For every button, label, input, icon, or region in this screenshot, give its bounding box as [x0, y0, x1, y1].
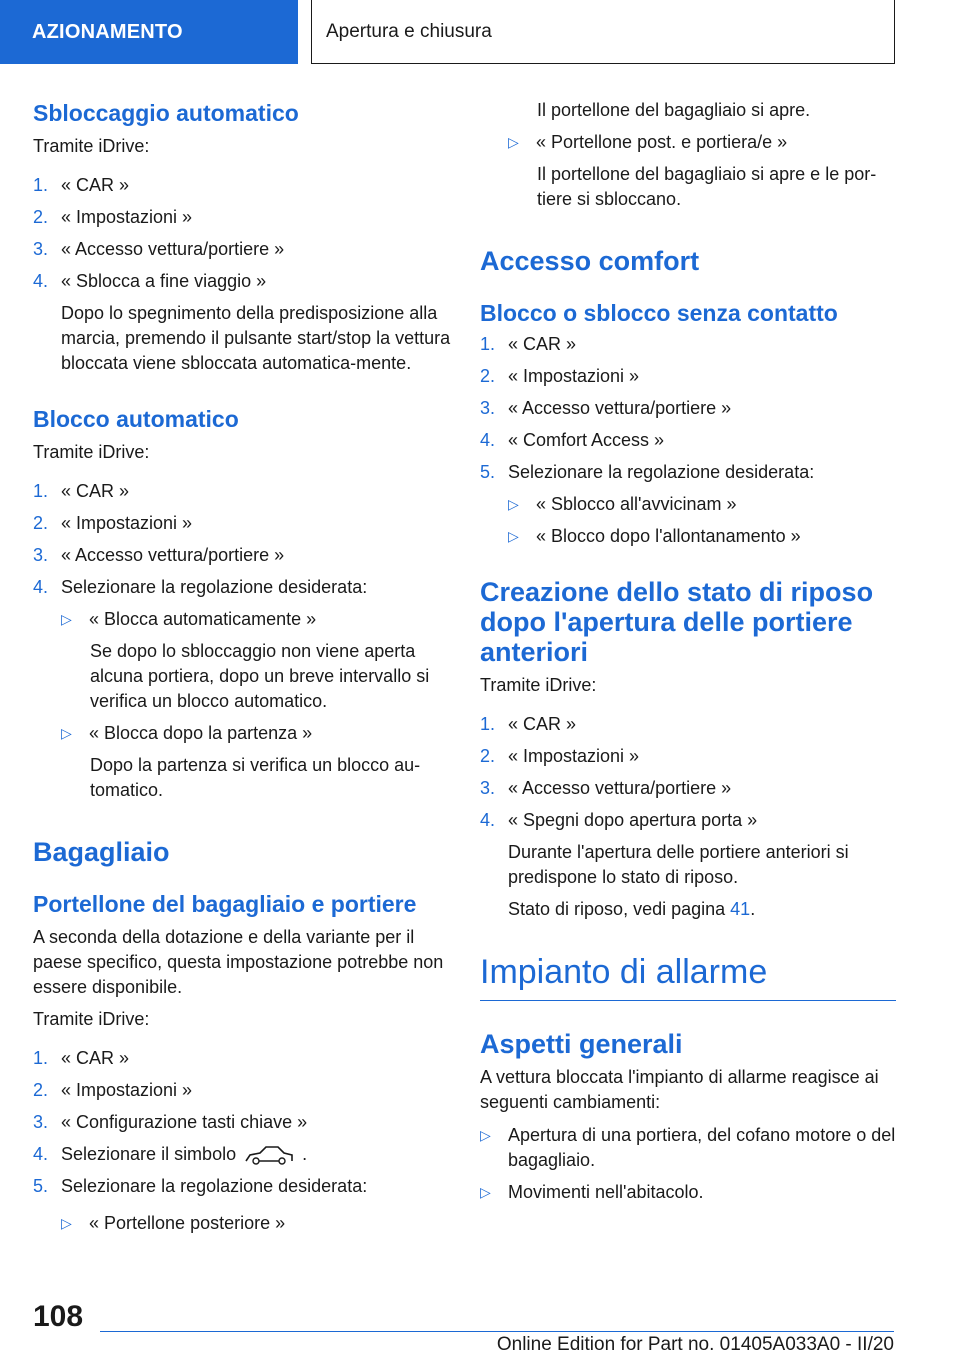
list-item: 5. Selezionare la regolazione desiderata:	[33, 1176, 368, 1196]
footer-rule	[100, 1331, 894, 1332]
heading-impianto-allarme: Impianto di allarme	[480, 953, 768, 991]
bullet-item: ▷ Apertura di una portiera, del cofano motore o del bagagliaio.	[480, 1123, 896, 1173]
list-item: 5. Selezionare la regolazione desiderata:	[480, 462, 815, 482]
option-item: ▷ « Portellone posteriore »	[33, 1211, 451, 1236]
list-item: 2. « Impostazioni »	[33, 207, 193, 227]
intro-text: Tramite iDrive:	[33, 442, 150, 462]
heading-sbloccaggio: Sbloccaggio automatico	[33, 100, 299, 126]
triangle-bullet-icon: ▷	[508, 528, 519, 544]
heading-bagagliaio: Bagagliaio	[33, 837, 170, 867]
subheading-aspetti: Aspetti generali	[480, 1029, 683, 1059]
list-item: 2. « Impostazioni »	[480, 746, 640, 766]
list-item: 3. « Accesso vettura/portiere »	[33, 545, 285, 565]
triangle-bullet-icon: ▷	[508, 134, 519, 150]
list-item: 2. « Impostazioni »	[33, 513, 193, 533]
paragraph: A seconda della dotazione e della variante per il paese specifico, questa impostazione potrebbe non essere disponibile.	[33, 927, 444, 997]
page-link[interactable]: 41	[730, 899, 751, 919]
step-note: Durante l'apertura delle portiere anteriori si predispone lo stato di riposo.	[508, 842, 849, 887]
list-item: 1. « CAR »	[33, 481, 130, 501]
intro-text: Tramite iDrive:	[33, 136, 150, 156]
option-note: Se dopo lo sbloccaggio non viene aperta alcuna portiera, dopo un breve intervallo si verifica un blocco automatico.	[90, 641, 430, 711]
triangle-bullet-icon: ▷	[480, 1127, 491, 1143]
option-item: ▷ « Portellone post. e portiera/e »	[480, 130, 896, 155]
list-item: 1. « CAR »	[33, 1048, 130, 1068]
triangle-bullet-icon: ▷	[480, 1184, 491, 1200]
option-note: Il portellone del bagagliaio si apre e le por-tiere si sbloccano.	[537, 164, 877, 209]
triangle-bullet-icon: ▷	[61, 1215, 72, 1231]
paragraph: A vettura bloccata l'impianto di allarme reagisce ai seguenti cambiamenti:	[480, 1067, 879, 1112]
car-tailgate-icon	[244, 1144, 294, 1166]
triangle-bullet-icon: ▷	[508, 496, 519, 512]
list-item: 1. « CAR »	[33, 175, 130, 195]
intro-text: Tramite iDrive:	[33, 1009, 150, 1029]
list-item: 4. Selezionare il simbolo .	[33, 1142, 451, 1167]
list-item: 4. « Sblocca a fine viaggio »	[33, 271, 267, 291]
list-item: 2. « Impostazioni »	[33, 1080, 193, 1100]
subheading-blocco-contatto: Blocco o sblocco senza contatto	[480, 300, 838, 326]
section-tab	[0, 0, 298, 64]
heading-rule	[480, 1000, 896, 1001]
list-item: 4. Selezionare la regolazione desiderata:	[33, 577, 368, 597]
list-item: 3. « Accesso vettura/portiere »	[480, 778, 732, 798]
subheading-portellone: Portellone del bagagliaio e portiere	[33, 891, 417, 917]
chapter-box	[311, 0, 895, 64]
list-item: 2. « Impostazioni »	[480, 366, 640, 386]
list-item: 3. « Configurazione tasti chiave »	[33, 1112, 308, 1132]
left-column	[33, 98, 451, 1236]
heading-accesso-comfort: Accesso comfort	[480, 246, 700, 276]
option-note: Il portellone del bagagliaio si apre.	[537, 100, 811, 120]
list-item: 3. « Accesso vettura/portiere »	[33, 239, 285, 259]
list-item: 1. « CAR »	[480, 714, 577, 734]
edition-text: Online Edition for Part no. 01405A033A0 - II/20	[496, 1334, 894, 1355]
step-note: Dopo lo spegnimento della predisposizione alla marcia, premendo il pulsante start/stop la vettura bloccata viene sbloccata automatica-mente.	[61, 303, 451, 373]
triangle-bullet-icon: ▷	[61, 611, 72, 627]
option-note: Dopo la partenza si verifica un blocco au-tomatico.	[90, 755, 421, 800]
list-item: 1. « CAR »	[480, 334, 577, 354]
right-column	[480, 98, 896, 1205]
option-item: ▷ « Blocco dopo l'allontanamento »	[480, 524, 896, 549]
page-reference: Stato di riposo, vedi pagina 41.	[508, 899, 756, 919]
option-item: ▷ « Sblocco all'avvicinam »	[480, 492, 896, 517]
list-item: 4. « Comfort Access »	[480, 430, 665, 450]
intro-text: Tramite iDrive:	[480, 675, 597, 695]
triangle-bullet-icon: ▷	[61, 725, 72, 741]
list-item: 4. « Spegni dopo apertura porta »	[480, 810, 758, 830]
chapter-title: Apertura e chiusura	[326, 20, 492, 42]
list-item: 3. « Accesso vettura/portiere »	[480, 398, 732, 418]
heading-stato-riposo: Creazione dello stato di riposo dopo l'apertura delle portiere anteriori	[480, 577, 874, 667]
section-title: AZIONAMENTO	[32, 20, 183, 43]
page-number: 108	[33, 1300, 84, 1333]
option-item: ▷ « Blocca automaticamente »	[33, 607, 451, 632]
heading-blocco: Blocco automatico	[33, 406, 239, 432]
option-item: ▷ « Blocca dopo la partenza »	[33, 721, 451, 746]
bullet-item: ▷ Movimenti nell'abitacolo.	[480, 1180, 896, 1205]
